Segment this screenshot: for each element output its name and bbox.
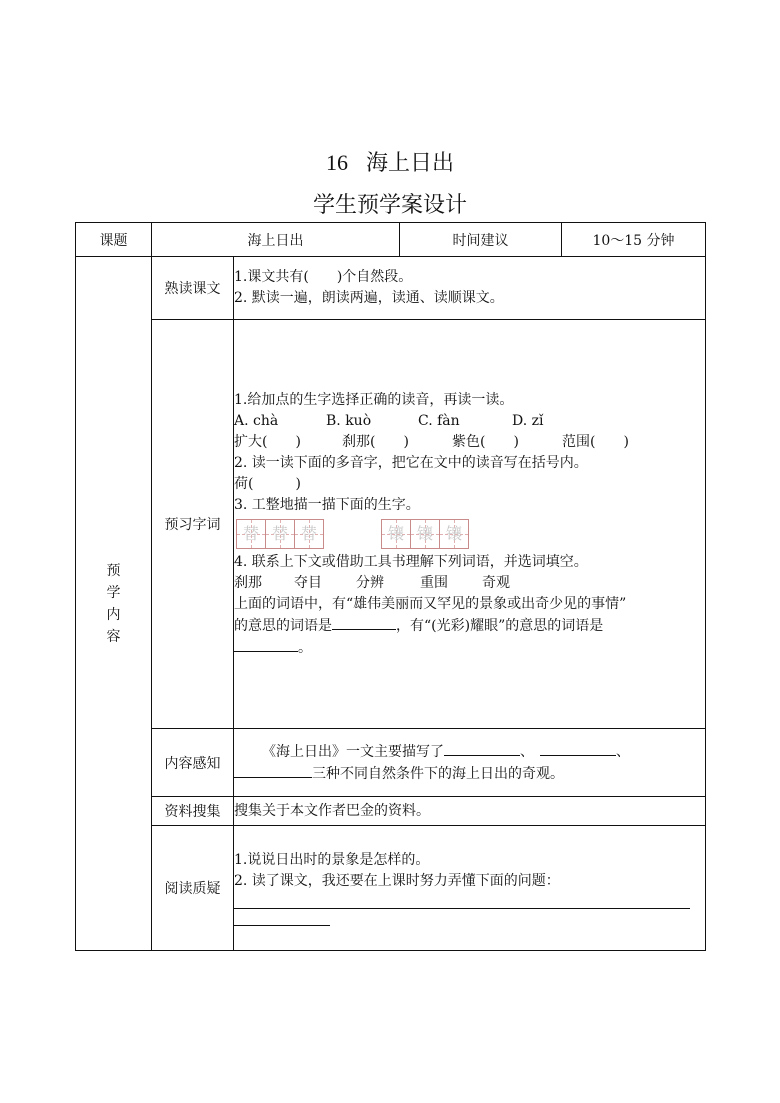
trace-cell[interactable]: 镶 — [381, 519, 411, 549]
row-research — [76, 797, 706, 826]
content-line-2: 三种不同自然条件下的海上日出的奇观。 — [234, 763, 705, 785]
q1-item-2: 刹那( ) — [342, 433, 409, 450]
row-questions — [76, 826, 706, 951]
question-line-1: 1.说说日出时的景象是怎样的。 — [234, 852, 430, 868]
worksheet-subtitle: 学生预学案设计 — [312, 193, 467, 218]
row-content — [76, 729, 706, 797]
content-text — [234, 729, 706, 797]
q4-word: 奇观 — [482, 574, 510, 591]
lesson-number: 16 — [325, 150, 348, 175]
q2-text: 2. 读一读下面的多音字，把它在文中的读音写在括号内。 — [234, 454, 588, 471]
q2-item: 荷( ) — [234, 475, 301, 492]
option-c: C. fàn — [418, 412, 460, 429]
fill-blank-4[interactable] — [540, 741, 616, 756]
trace-cell[interactable]: 镶 — [439, 519, 469, 549]
research-text: 搜集关于本文作者巴金的资料。 — [234, 797, 706, 826]
q4-word: 刹那 — [234, 574, 262, 591]
option-b: B. kuò — [326, 412, 372, 429]
read-label: 熟读课文 — [152, 257, 234, 320]
q1-items — [234, 432, 705, 453]
option-d: D. zǐ — [512, 412, 544, 429]
q4-word: 重围 — [420, 574, 448, 591]
q4-text-2: 的意思的词语是 ，有“(光彩)耀眼”的意思的词语是 — [234, 615, 705, 637]
questions-content — [234, 826, 706, 951]
words-content — [234, 320, 706, 729]
option-a: A. chà — [234, 412, 279, 429]
side-label: 预 学 内 容 — [76, 257, 152, 951]
time-label: 时间建议 — [400, 223, 562, 257]
lesson-title-text: 海上日出 — [365, 151, 454, 176]
q1-options — [234, 411, 705, 432]
trace-cell[interactable]: 镶 — [410, 519, 440, 549]
trace-grid-2 — [382, 519, 469, 549]
read-content — [234, 257, 706, 320]
lesson-title — [0, 146, 780, 177]
time-value: 10～15 分钟 — [562, 223, 706, 257]
preview-worksheet-table — [75, 222, 706, 951]
tracing-grids — [234, 519, 705, 549]
q4-word-list — [234, 573, 705, 594]
topic-label: 课题 — [76, 223, 152, 257]
q4-text-3: 。 — [234, 637, 705, 659]
row-words — [76, 320, 706, 729]
content-line-1: 《海上日出》一文主要描写了 、 、 — [234, 741, 705, 763]
trace-cell[interactable]: 替 — [236, 519, 266, 549]
fill-blank-5[interactable] — [234, 763, 312, 778]
fill-blank-1[interactable] — [332, 615, 396, 630]
q1-text: 1.给加点的生字选择正确的读音，再读一读。 — [234, 391, 514, 408]
trace-cell[interactable]: 替 — [294, 519, 324, 549]
answer-line-2[interactable] — [234, 909, 330, 926]
q3-text: 3. 工整地描一描下面的生字。 — [234, 496, 420, 513]
q1-item-1: 扩大( ) — [234, 433, 301, 450]
questions-label: 阅读质疑 — [152, 826, 234, 951]
answer-line-1[interactable] — [234, 892, 690, 909]
row-read — [76, 257, 706, 320]
q1-item-3: 紫色( ) — [452, 433, 519, 450]
q4-text-1: 上面的词语中，有“雄伟美丽而又罕见的景象或出奇少见的事情” — [234, 595, 627, 612]
q4-word: 分辨 — [356, 574, 384, 591]
trace-cell[interactable]: 替 — [265, 519, 295, 549]
q4-text: 4. 联系上下文或借助工具书理解下列词语，并选词填空。 — [234, 553, 588, 570]
fill-blank-3[interactable] — [444, 741, 520, 756]
header-row — [76, 223, 706, 257]
content-label: 内容感知 — [152, 729, 234, 797]
fill-blank-2[interactable] — [234, 637, 298, 652]
read-line-1: 1.课文共有( )个自然段。 — [234, 269, 413, 285]
q1-item-4: 范围( ) — [562, 433, 629, 450]
trace-grid-1 — [237, 519, 324, 549]
words-label: 预习字词 — [152, 320, 234, 729]
question-line-2: 2. 读了课文，我还要在上课时努力弄懂下面的问题： — [234, 873, 560, 889]
research-label: 资料搜集 — [152, 797, 234, 826]
topic-value: 海上日出 — [152, 223, 400, 257]
q4-word: 夺目 — [294, 574, 322, 591]
read-line-2: 2. 默读一遍，朗读两遍，读通、读顺课文。 — [234, 290, 504, 306]
